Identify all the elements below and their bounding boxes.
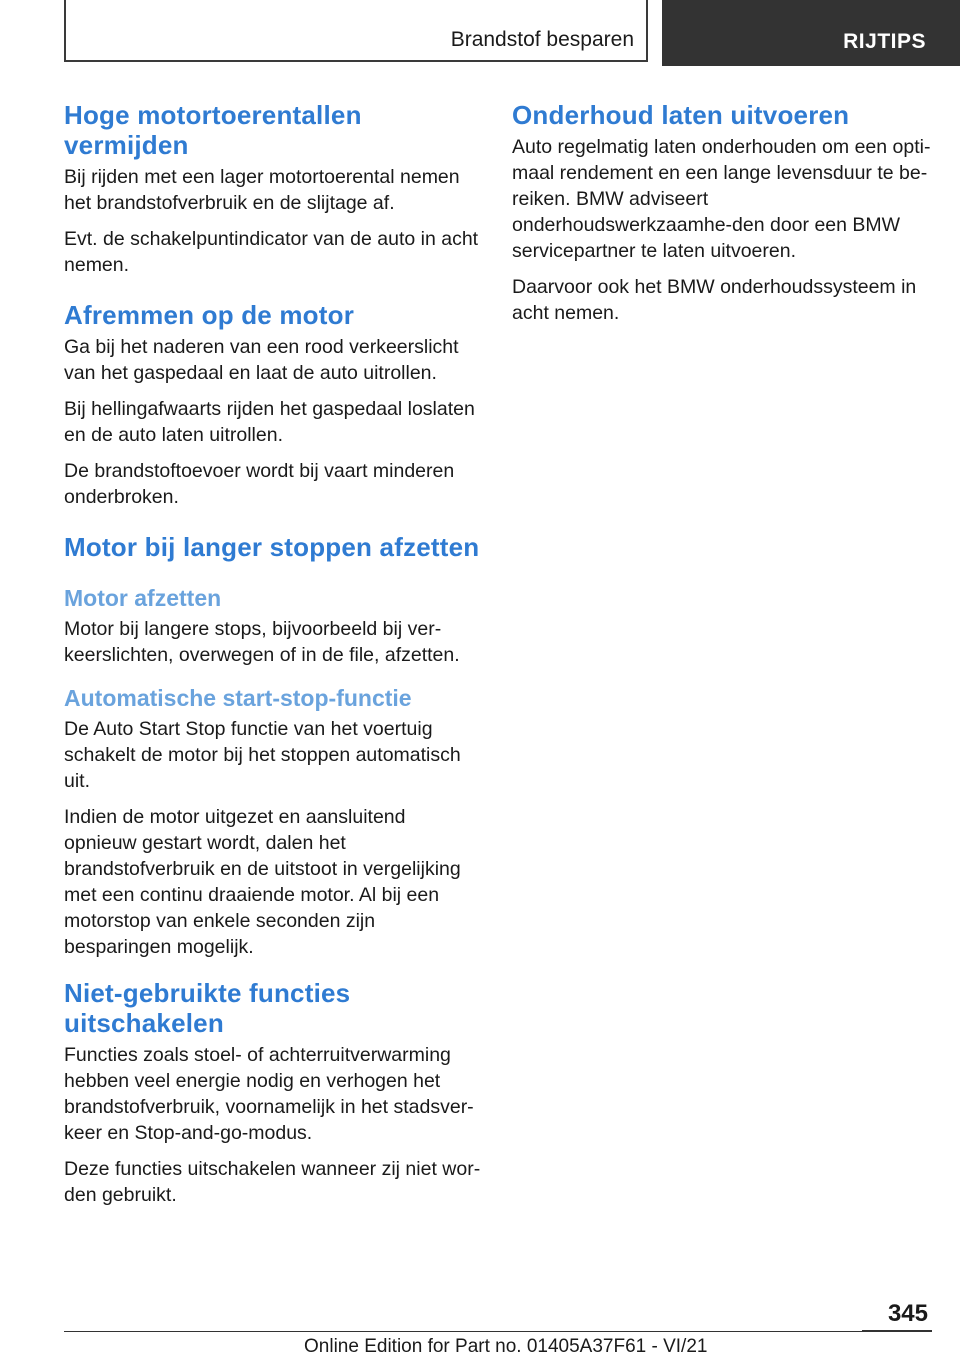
- paragraph: Auto regelmatig laten onderhouden om een opti-maal rendement en een lange levensduur te be-reiken. BMW adviseert onderhoudswerkzaamhe-den door een BMW servicepartner te laten uitvoeren.: [512, 136, 931, 262]
- section-heading: Afremmen op de motor: [64, 300, 355, 330]
- section-motor-afzetten: [64, 532, 482, 960]
- header-section-title: Brandstof besparen: [450, 28, 634, 51]
- paragraph: Indien de motor uitgezet en aansluitend opnieuw gestart wordt, dalen het brandstofverbruik en de uitstoot in vergelijking met een continu draaiende motor. Al bij een motorstop van enkele seconden zijn besparingen mogelijk.: [64, 806, 461, 958]
- section-niet-gebruikte-functies: [64, 978, 482, 1208]
- header-chapter-title: RIJTIPS: [843, 30, 926, 53]
- section-heading: Onderhoud laten uitvoeren: [512, 100, 850, 130]
- section-heading: Hoge motortoerentallen vermijden: [64, 100, 362, 160]
- header-section-box: [64, 0, 648, 62]
- footer-edition: Online Edition for Part no. 01405A37F61 - VI/21: [304, 1336, 708, 1357]
- paragraph: De Auto Start Stop functie van het voertuig schakelt de motor bij het stoppen automatisch uit.: [64, 718, 461, 792]
- paragraph: Motor bij langere stops, bijvoorbeeld bij ver-keerslichten, overwegen of in de file, afzetten.: [64, 618, 460, 666]
- page-number: 345: [887, 1300, 928, 1327]
- section-hoge-motortoerentallen: [64, 100, 482, 278]
- paragraph: Bij hellingafwaarts rijden het gaspedaal loslaten en de auto laten uitrollen.: [64, 398, 475, 446]
- paragraph: De brandstoftoevoer wordt bij vaart minderen onderbroken.: [64, 460, 455, 508]
- paragraph: Deze functies uitschakelen wanneer zij niet wor-den gebruikt.: [64, 1158, 481, 1206]
- section-heading: Niet-gebruikte functies uitschakelen: [64, 978, 351, 1038]
- subsection-start-stop: [64, 684, 482, 960]
- section-afremmen-op-de-motor: [64, 300, 482, 510]
- subsection-heading: Automatische start-stop-functie: [64, 685, 412, 711]
- paragraph: Bij rijden met een lager motortoerental nemen het brandstofverbruik en de slijtage af.: [64, 166, 460, 214]
- subsection-heading: Motor afzetten: [64, 585, 222, 611]
- paragraph: Functies zoals stoel- of achterruitverwarming hebben veel energie nodig en verhogen het brandstofverbruik, voornamelijk in het stadsver-keer en Stop-and-go-modus.: [64, 1044, 474, 1144]
- right-column: [512, 100, 932, 348]
- left-column: [64, 100, 482, 1230]
- paragraph: Daarvoor ook het BMW onderhoudssysteem in acht nemen.: [512, 276, 917, 324]
- paragraph: Evt. de schakelpuntindicator van de auto in acht nemen.: [64, 228, 479, 276]
- section-heading: Motor bij langer stoppen afzetten: [64, 532, 480, 562]
- section-onderhoud: [512, 100, 932, 326]
- header-chapter-box: [662, 0, 960, 66]
- footer-divider: [64, 1331, 862, 1332]
- footer-divider-accent: [862, 1330, 932, 1332]
- subsection-motor-afzetten: [64, 584, 482, 668]
- paragraph: Ga bij het naderen van een rood verkeerslicht van het gaspedaal en laat de auto uitrollen.: [64, 336, 459, 384]
